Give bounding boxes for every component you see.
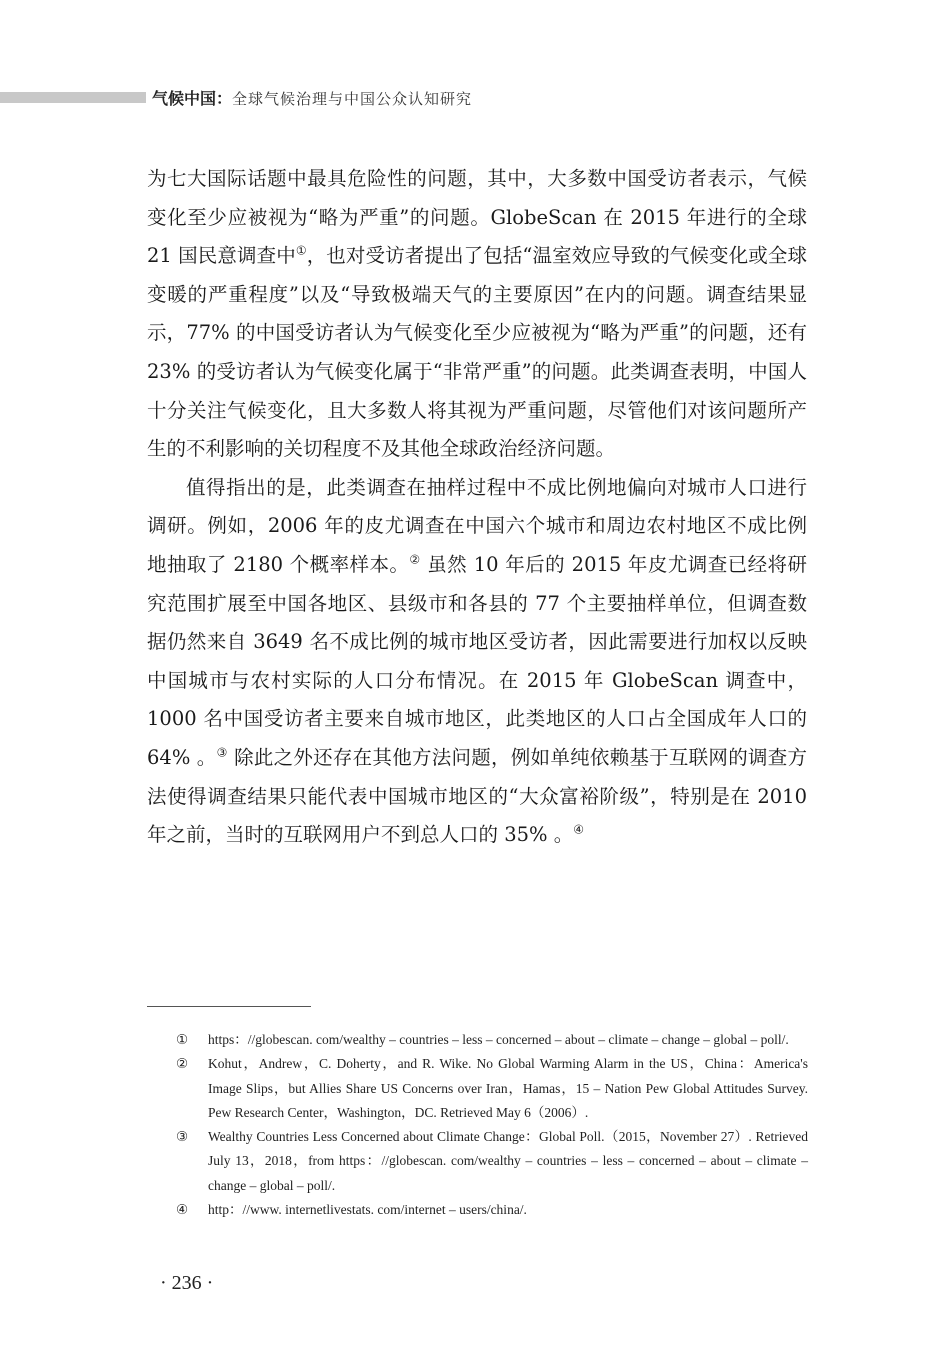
footnote-text: Kohut，Andrew，C. Doherty，and R. Wike. No Global Warming Alarm in the US，China：America's Image Slips，but Allies Share US Concerns over Iran，Hamas，15 – Nation Pew Global Attitudes Survey. Pew Research Center，Washington，DC. Retrieved May 6（2006）.	[208, 1056, 808, 1120]
footnote-ref-3[interactable]: ③	[216, 745, 228, 760]
footnote-divider	[147, 1006, 311, 1007]
book-title: 气候中国：	[152, 89, 233, 108]
paragraph-1	[147, 160, 807, 469]
footnote-4	[176, 1198, 808, 1222]
header-decor-bar	[0, 92, 146, 103]
footnote-text: https：//globescan. com/wealthy – countries – less – concerned – about – climate – change – global – poll/.	[208, 1032, 789, 1047]
book-subtitle: 全球气候治理与中国公众认知研究	[232, 90, 473, 108]
body-text	[147, 160, 807, 855]
footnote-ref-1[interactable]: ①	[295, 243, 307, 258]
footnote-ref-2[interactable]: ②	[409, 552, 421, 567]
footnote-2	[176, 1052, 808, 1125]
footnote-ref-4[interactable]: ④	[573, 822, 585, 837]
footnote-text: http：//www. internetlivestats. com/internet – users/china/.	[208, 1202, 527, 1218]
running-header	[152, 86, 472, 109]
footnote-text: Wealthy Countries Less Concerned about Climate Change：Global Poll.（2015，November 27）. Retrieved July 13，2018，from https：//globescan. com/wealthy – countries – less – concerned – about – climate – change – global – poll/.	[208, 1129, 808, 1193]
paragraph-text: 虽然 10 年后的 2015 年皮尤调查已经将研究范围扩展至中国各地区、县级市和各县的 77 个主要抽样单位，但调查数据仍然来自 3649 名不成比例的城市地区受访者，因此需要进行加权以反映中国城市与农村实际的人口分布情况。在 2015 年 GlobeScan 调查中，1000 名中国受访者主要来自城市地区，此类地区的人口占全国成年人口的 64% 。	[147, 552, 807, 769]
paragraph-text: 为七大国际话题中最具危险性的问题，其中，大多数中国受访者表示，气候变化至少应被视为“略为严重”的问题。GlobeScan 在 2015 年进行的全球 21 国民意调查中	[147, 167, 807, 268]
footnote-3	[176, 1125, 808, 1198]
paragraph-2	[147, 469, 807, 855]
footnote-mark: ④	[176, 1202, 189, 1218]
footnotes	[176, 1028, 808, 1222]
page-number: · 236 ·	[160, 1272, 214, 1294]
footnote-1	[176, 1028, 808, 1052]
footnote-mark: ①	[176, 1032, 189, 1047]
footnote-mark: ②	[176, 1056, 189, 1072]
paragraph-text: 除此之外还存在其他方法问题，例如单纯依赖基于互联网的调查方法使得调查结果只能代表中国城市地区的“大众富裕阶级”，特别是在 2010 年之前，当时的互联网用户不到总人口的 35% 。	[147, 745, 807, 847]
footnote-mark: ③	[176, 1129, 189, 1145]
paragraph-text: 值得指出的是，此类调查在抽样过程中不成比例地偏向对城市人口进行调研。例如，2006 年的皮尤调查在中国六个城市和周边农村地区不成比例地抽取了 2180 个概率样本。	[147, 475, 807, 576]
paragraph-text: ，也对受访者提出了包括“温室效应导致的气候变化或全球变暖的严重程度”以及“导致极端天气的主要原因”在内的问题。调查结果显示，77% 的中国受访者认为气候变化至少应被视为“略为严重”的问题，还有 23% 的受访者认为气候变化属于“非常严重”的问题。此类调查表明，中国人十分关注气候变化，且大多数人将其视为严重问题，尽管他们对该问题所产生的不利影响的关切程度不及其他全球政治经济问题。	[147, 244, 807, 461]
